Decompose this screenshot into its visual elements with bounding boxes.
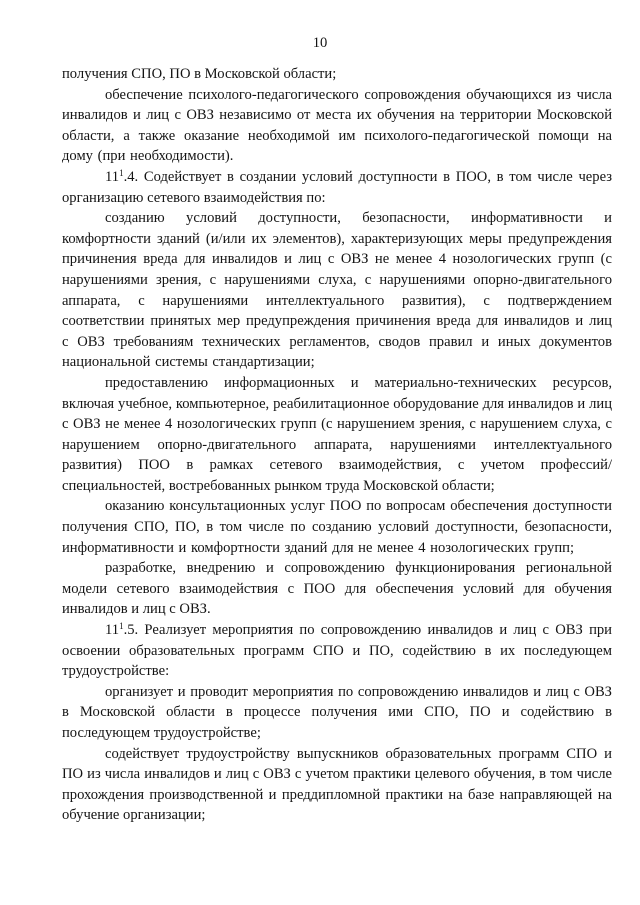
section-number: 11	[105, 168, 120, 185]
list-item-regional-model: разработке, внедрению и сопровождению функционирования региональной модели сетевого взаимодействия с ПОО для обеспечения условий для обучения инвалидов и лиц с ОВЗ.	[62, 560, 612, 618]
section-11-1-4-heading	[62, 167, 612, 208]
list-item-accessibility-conditions: созданию условий доступности, безопасности, информативности и комфортности зданий (и/или их элементов), характеризующих меры предупреждения причинения вреда для инвалидов и лиц с ОВЗ не менее 4 нозологических групп (с нарушениями зрения, с нарушениями слуха, с нарушениями опорно-двигательного аппарата, с нарушениями интеллектуального развития), с подтверждением соответствии принятых мер предупреждения причинения вреда для инвалидов и лиц с ОВЗ требованиям технических регламентов, сводов правил и иных документов национальной системы стандартизации;	[62, 210, 612, 371]
page-number: 10	[312, 35, 328, 51]
list-item-consulting: оказанию консультационных услуг ПОО по вопросам обеспечения доступности получения СПО, ПО, в том числе по созданию условий доступности, безопасности, информативности и комфортности зданий для не менее 4 нозологических групп;	[62, 498, 612, 556]
section-text: .4. Содействует в создании условий доступности в ПОО, в том числе через организацию сетевого взаимодействия по:	[62, 168, 612, 206]
section-text: .5. Реализует мероприятия по сопровождению инвалидов и лиц с ОВЗ при освоении образовательных программ СПО и ПО, содействию в их последующем трудоустройстве:	[62, 622, 612, 680]
section-superscript: 1	[119, 167, 124, 178]
section-number: 11	[105, 622, 120, 639]
list-item-employment-assistance: содействует трудоустройству выпускников образовательных программ СПО и ПО из числа инвалидов и лиц с ОВЗ с учетом практики целевого обучения, в том числе прохождения производственной и преддипломной практики на базе направляющей на обучение организации;	[62, 745, 612, 824]
section-11-1-5-heading	[62, 620, 612, 682]
list-item-resources: предоставлению информационных и материально-технических ресурсов, включая учебное, компьютерное, реабилитационное оборудование для инвалидов и лиц с ОВЗ не менее 4 нозологических групп (с нарушением зрения, с нарушением слуха, с нарушением опорно-двигательного аппарата, нарушениями интеллектуального развития) ПОО в рамках сетевого взаимодействия, с учетом профессий/специальностей, востребованных рынком труда Московской области;	[62, 374, 612, 494]
section-superscript: 1	[119, 621, 124, 632]
paragraph-psychological-support: обеспечение психолого-педагогического сопровождения обучающихся из числа инвалидов и лиц с ОВЗ независимо от места их обучения на территории Московской области, а также оказание необходимой им психолого-педагогической помощи на дому (при необходимости).	[62, 86, 612, 165]
list-item-organizes-events: организует и проводит мероприятия по сопровождению инвалидов и лиц с ОВЗ в Московской области в процессе получения ими СПО, ПО и содействию в последующем трудоустройстве;	[62, 683, 612, 741]
paragraph-continuation: получения СПО, ПО в Московской области;	[62, 66, 337, 82]
document-body	[62, 64, 612, 826]
